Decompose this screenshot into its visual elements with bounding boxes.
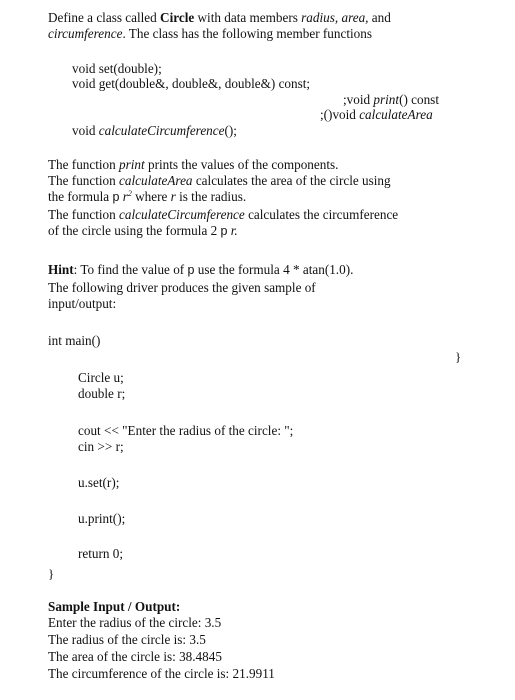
data-member-circumference: circumference [48, 26, 123, 41]
sample-title: Sample Input / Output: [48, 599, 181, 614]
desc-text: The function [48, 173, 120, 188]
hint-text: : To find the value of [73, 262, 188, 277]
member-print [343, 92, 439, 108]
radius-var: r [119, 189, 128, 204]
sample-line-3: The area of the circle is: 38.4845 [48, 649, 222, 664]
sample-line-2: The radius of the circle is: 3.5 [48, 632, 206, 647]
code-open-brace: } [455, 349, 462, 364]
pi-symbol: p [220, 224, 228, 238]
class-name: Circle [160, 10, 195, 25]
intro-line-2 [48, 26, 372, 42]
desc-print [48, 157, 338, 173]
desc-text: the formula [48, 189, 113, 204]
desc-text: prints the values of the components. [144, 157, 339, 172]
code-decl-circle: Circle u; [78, 370, 124, 385]
member-circ-name: calculateCircumference [98, 123, 225, 138]
desc-text: The function [48, 157, 120, 172]
desc-text: where [131, 189, 171, 204]
data-members: radius, area, [301, 10, 369, 25]
desc-fn-name: calculateArea [119, 173, 193, 188]
member-circ-suffix: (); [224, 123, 237, 138]
hint-line-3: input/output: [48, 296, 117, 311]
desc-text: calculates the circumference [244, 207, 399, 222]
pi-symbol: p [187, 263, 195, 277]
member-set: void set(double); [72, 61, 162, 76]
code-print-call: u.print(); [78, 511, 126, 526]
code-set-call: u.set(r); [78, 475, 120, 490]
radius-var: r [170, 189, 176, 204]
radius-var: r. [227, 223, 238, 238]
intro-text: and [368, 10, 391, 25]
member-print-prefix: ;void [343, 92, 374, 107]
intro-text: with data members [194, 10, 302, 25]
member-calculate-circumference [72, 123, 237, 139]
pi-symbol: p [112, 190, 120, 204]
code-return: return 0; [78, 546, 124, 561]
intro-text: . The class has the following member functions [122, 26, 372, 41]
code-decl-double: double r; [78, 386, 126, 401]
desc-fn-name: calculateCircumference [119, 207, 245, 222]
desc-area [48, 173, 391, 189]
intro-text: Define a class called [48, 10, 161, 25]
sample-line-4: The circumference of the circle is: 21.9911 [48, 666, 275, 681]
desc-text: is the radius. [175, 189, 247, 204]
hint-line-1 [48, 262, 353, 278]
code-cin: cin >> r; [78, 439, 124, 454]
hint-line-2: The following driver produces the given sample of [48, 280, 316, 295]
desc-circumference [48, 207, 398, 223]
desc-area-formula [48, 189, 246, 205]
code-cout: cout << "Enter the radius of the circle: "; [78, 423, 294, 438]
desc-text: calculates the area of the circle using [192, 173, 391, 188]
member-print-suffix: () const [399, 92, 439, 107]
hint-text: use the formula 4 * atan(1.0). [194, 262, 354, 277]
intro-line-1 [48, 10, 391, 26]
sample-line-1: Enter the radius of the circle: 3.5 [48, 615, 222, 630]
code-close-brace: } [48, 566, 55, 581]
desc-text: of the circle using the formula 2 [48, 223, 221, 238]
hint-label: Hint [48, 262, 74, 277]
member-area-name: calculateArea [359, 107, 433, 122]
desc-text: The function [48, 207, 120, 222]
member-area-prefix: ;()void [320, 107, 360, 122]
member-print-name: print [373, 92, 400, 107]
desc-fn-name: print [119, 157, 145, 172]
member-calculate-area [320, 107, 433, 123]
member-circ-prefix: void [72, 123, 99, 138]
code-main-signature: int main() [48, 333, 101, 348]
desc-circumference-formula [48, 223, 238, 239]
exponent: 2 [127, 189, 132, 198]
member-get: void get(double&, double&, double&) const; [72, 76, 311, 91]
